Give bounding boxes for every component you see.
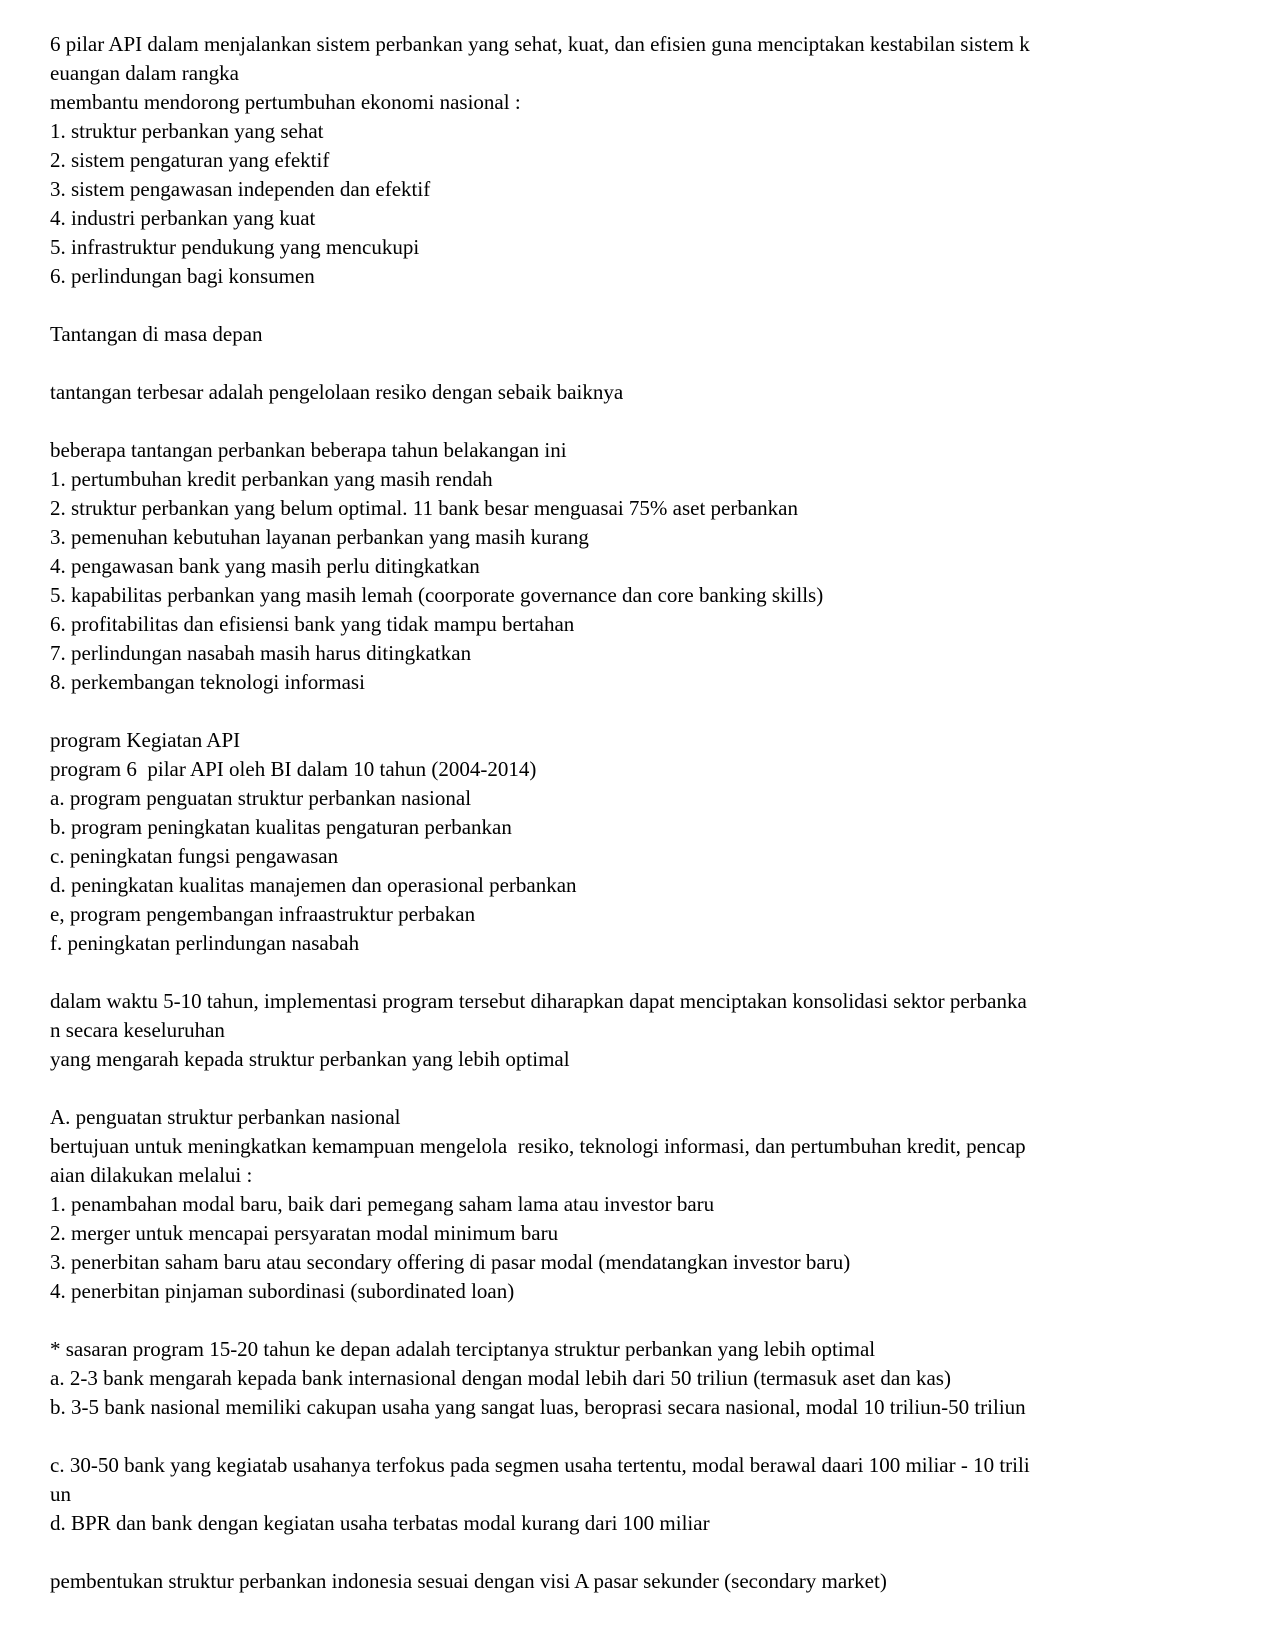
blank-line (50, 291, 1245, 320)
text-line: 8. perkembangan teknologi informasi (50, 670, 365, 694)
text-line: d. BPR dan bank dengan kegiatan usaha terbatas modal kurang dari 100 miliar (50, 1511, 710, 1535)
blank-line (50, 1422, 1245, 1451)
text-line: c. peningkatan fungsi pengawasan (50, 844, 339, 868)
text-line: 6. perlindungan bagi konsumen (50, 264, 315, 288)
text-line: 4. penerbitan pinjaman subordinasi (subordinated loan) (50, 1279, 515, 1303)
text-line: aian dilakukan melalui : (50, 1163, 253, 1187)
text-line: program 6 pilar API oleh BI dalam 10 tahun (2004-2014) (50, 757, 537, 781)
text-line: dalam waktu 5-10 tahun, implementasi program tersebut diharapkan dapat menciptakan konsolidasi sektor perbanka (50, 989, 1027, 1013)
text-line: 5. kapabilitas perbankan yang masih lemah (coorporate governance dan core banking skills) (50, 583, 824, 607)
text-line: un (50, 1482, 71, 1506)
text-line: d. peningkatan kualitas manajemen dan operasional perbankan (50, 873, 577, 897)
text-line: yang mengarah kepada struktur perbankan yang lebih optimal (50, 1047, 570, 1071)
text-line: Tantangan di masa depan (50, 322, 263, 346)
text-line: n secara keseluruhan (50, 1018, 225, 1042)
text-line: program Kegiatan API (50, 728, 241, 752)
text-line: 3. sistem pengawasan independen dan efektif (50, 177, 431, 201)
text-line: tantangan terbesar adalah pengelolaan resiko dengan sebaik baiknya (50, 380, 624, 404)
text-line: a. 2-3 bank mengarah kepada bank internasional dengan modal lebih dari 50 triliun (termasuk aset dan kas) (50, 1366, 951, 1390)
text-line: beberapa tantangan perbankan beberapa tahun belakangan ini (50, 438, 567, 462)
text-line: 2. struktur perbankan yang belum optimal. 11 bank besar menguasai 75% aset perbankan (50, 496, 799, 520)
text-line: 7. perlindungan nasabah masih harus ditingkatkan (50, 641, 472, 665)
text-line: 2. merger untuk mencapai persyaratan modal minimum baru (50, 1221, 559, 1245)
text-line: 1. pertumbuhan kredit perbankan yang masih rendah (50, 467, 493, 491)
blank-line (50, 407, 1245, 436)
blank-line (50, 697, 1245, 726)
text-line: a. program penguatan struktur perbankan nasional (50, 786, 472, 810)
text-line: b. 3-5 bank nasional memiliki cakupan usaha yang sangat luas, beroprasi secara nasional, modal 10 triliun-50 triliun (50, 1395, 1026, 1419)
blank-line (50, 1306, 1245, 1335)
text-line: 4. pengawasan bank yang masih perlu ditingkatkan (50, 554, 480, 578)
text-line: A. penguatan struktur perbankan nasional (50, 1105, 401, 1129)
text-line: euangan dalam rangka (50, 61, 239, 85)
text-line: 2. sistem pengaturan yang efektif (50, 148, 330, 172)
text-line: bertujuan untuk meningkatkan kemampuan mengelola resiko, teknologi informasi, dan pertumbuhan kredit, pencap (50, 1134, 1026, 1158)
text-line: 1. struktur perbankan yang sehat (50, 119, 324, 143)
text-line: e, program pengembangan infraastruktur perbakan (50, 902, 476, 926)
text-line: 4. industri perbankan yang kuat (50, 206, 316, 230)
text-line: f. peningkatan perlindungan nasabah (50, 931, 360, 955)
text-line: 5. infrastruktur pendukung yang mencukupi (50, 235, 420, 259)
text-line: 6. profitabilitas dan efisiensi bank yang tidak mampu bertahan (50, 612, 575, 636)
text-line: * sasaran program 15-20 tahun ke depan adalah terciptanya struktur perbankan yang lebih optimal (50, 1337, 876, 1361)
text-line: 3. penerbitan saham baru atau secondary offering di pasar modal (mendatangkan investor baru) (50, 1250, 851, 1274)
text-line: c. 30-50 bank yang kegiatab usahanya terfokus pada segmen usaha tertentu, modal berawal daari 100 miliar - 10 trili (50, 1453, 1030, 1477)
text-line: pembentukan struktur perbankan indonesia sesuai dengan visi A pasar sekunder (secondary market) (50, 1569, 887, 1593)
text-line: 3. pemenuhan kebutuhan layanan perbankan yang masih kurang (50, 525, 589, 549)
text-line: 6 pilar API dalam menjalankan sistem perbankan yang sehat, kuat, dan efisien guna menciptakan kestabilan sistem k (50, 32, 1030, 56)
text-line: 1. penambahan modal baru, baik dari pemegang saham lama atau investor baru (50, 1192, 715, 1216)
text-line: b. program peningkatan kualitas pengaturan perbankan (50, 815, 512, 839)
text-line: membantu mendorong pertumbuhan ekonomi nasional : (50, 90, 521, 114)
blank-line (50, 958, 1245, 987)
blank-line (50, 349, 1245, 378)
blank-line (50, 1538, 1245, 1567)
blank-line (50, 1074, 1245, 1103)
